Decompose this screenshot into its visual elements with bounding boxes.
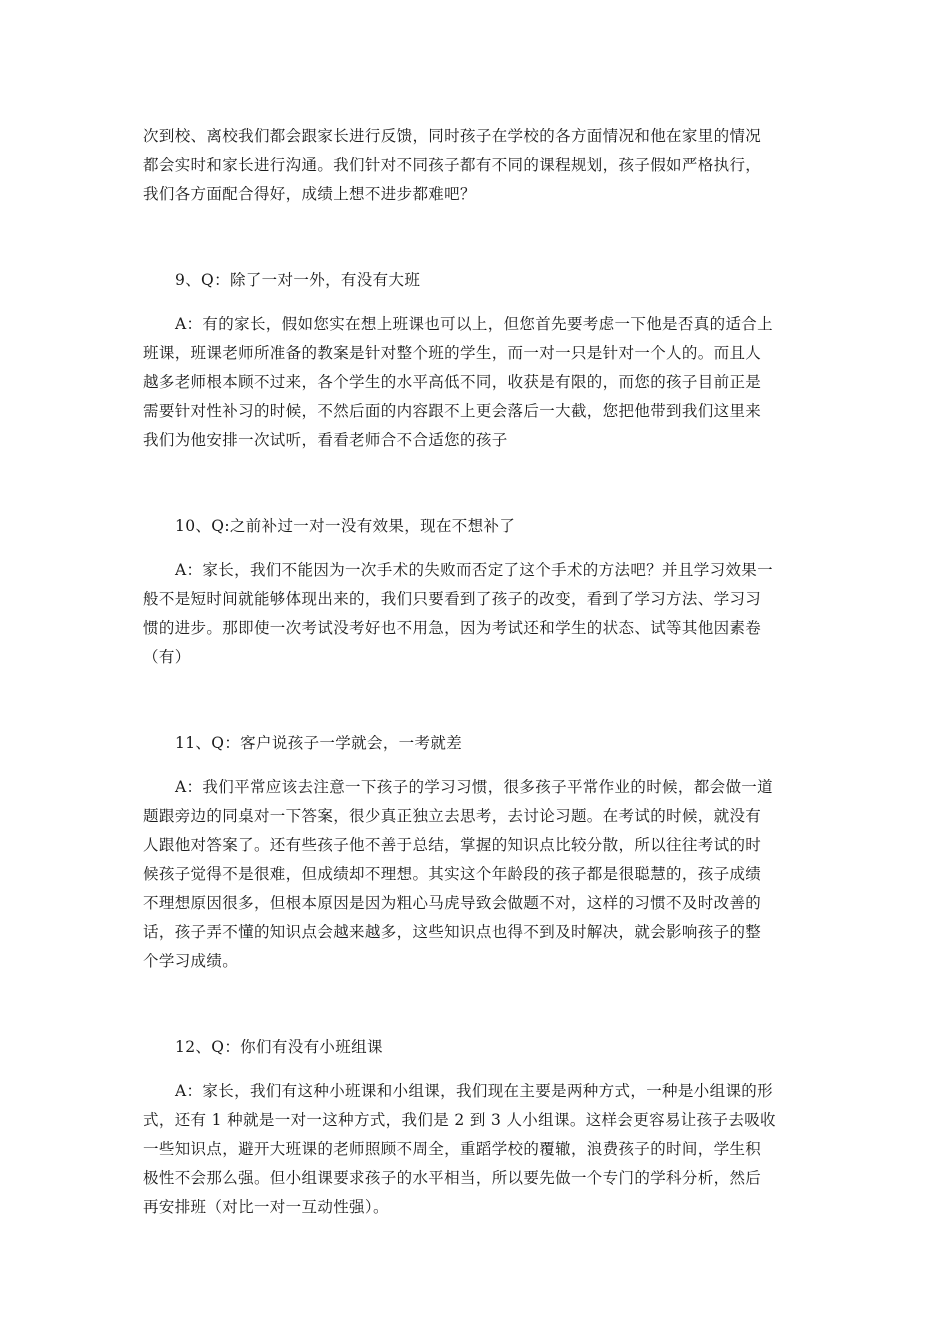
question-heading: 9、Q：除了一对一外，有没有大班 [175, 271, 421, 289]
answer-line: 般不是短时间就能够体现出来的，我们只要看到了孩子的改变，看到了学习方法、学习习 [143, 590, 762, 608]
intro-line: 次到校、离校我们都会跟家长进行反馈，同时孩子在学校的各方面情况和他在家里的情况 [143, 127, 762, 145]
answer-line: 话，孩子弄不懂的知识点会越来越多，这些知识点也得不到及时解决，就会影响孩子的整 [143, 923, 762, 941]
answer-line: A：我们平常应该去注意一下孩子的学习习惯，很多孩子平常作业的时候，都会做一道 [175, 778, 773, 796]
answer-line: 极性不会那么强。但小组课要求孩子的水平相当，所以要先做一个专门的学科分析，然后 [143, 1169, 762, 1187]
answer-line: A：有的家长，假如您实在想上班课也可以上，但您首先要考虑一下他是否真的适合上 [175, 315, 773, 333]
question-heading: 12、Q：你们有没有小班组课 [175, 1038, 383, 1056]
question-heading: 10、Q:之前补过一对一没有效果，现在不想补了 [175, 517, 516, 535]
intro-line: 我们各方面配合得好，成绩上想不进步都难吧？ [143, 185, 476, 203]
answer-line: 式，还有 1 种就是一对一这种方式，我们是 2 到 3 人小组课。这样会更容易让孩子去吸收 [143, 1111, 776, 1129]
answer-line: 一些知识点，避开大班课的老师照顾不周全，重蹈学校的覆辙，浪费孩子的时间，学生积 [143, 1140, 762, 1158]
answer-line: 不理想原因很多，但根本原因是因为粗心马虎导致会做题不对，这样的习惯不及时改善的 [143, 894, 762, 912]
answer-line: （有） [143, 648, 191, 666]
answer-line: 题跟旁边的同桌对一下答案，很少真正独立去思考，去讨论习题。在考试的时候，就没有 [143, 807, 762, 825]
answer-line: 越多老师根本顾不过来，各个学生的水平高低不同，收获是有限的，而您的孩子目前正是 [143, 373, 762, 391]
answer-line: 候孩子觉得不是很难，但成绩却不理想。其实这个年龄段的孩子都是很聪慧的，孩子成绩 [143, 865, 762, 883]
answer-line: 班课，班课老师所准备的教案是针对整个班的学生，而一对一只是针对一个人的。而且人 [143, 344, 762, 362]
answer-line: 个学习成绩。 [143, 952, 239, 970]
answer-line: 再安排班（对比一对一互动性强）。 [143, 1198, 389, 1216]
answer-line: 我们为他安排一次试听，看看老师合不合适您的孩子 [143, 431, 508, 449]
answer-line: 人跟他对答案了。还有些孩子他不善于总结，掌握的知识点比较分散，所以往往考试的时 [143, 836, 762, 854]
intro-line: 都会实时和家长进行沟通。我们针对不同孩子都有不同的课程规划，孩子假如严格执行， [143, 156, 762, 174]
answer-line: A：家长，我们有这种小班课和小组课，我们现在主要是两种方式，一种是小组课的形 [175, 1082, 773, 1100]
question-heading: 11、Q：客户说孩子一学就会，一考就差 [175, 734, 463, 752]
answer-line: A：家长，我们不能因为一次手术的失败而否定了这个手术的方法吧？并且学习效果一 [175, 561, 773, 579]
answer-line: 需要针对性补习的时候，不然后面的内容跟不上更会落后一大截，您把他带到我们这里来 [143, 402, 762, 420]
answer-line: 惯的进步。那即使一次考试没考好也不用急，因为考试还和学生的状态、试等其他因素卷 [143, 619, 762, 637]
